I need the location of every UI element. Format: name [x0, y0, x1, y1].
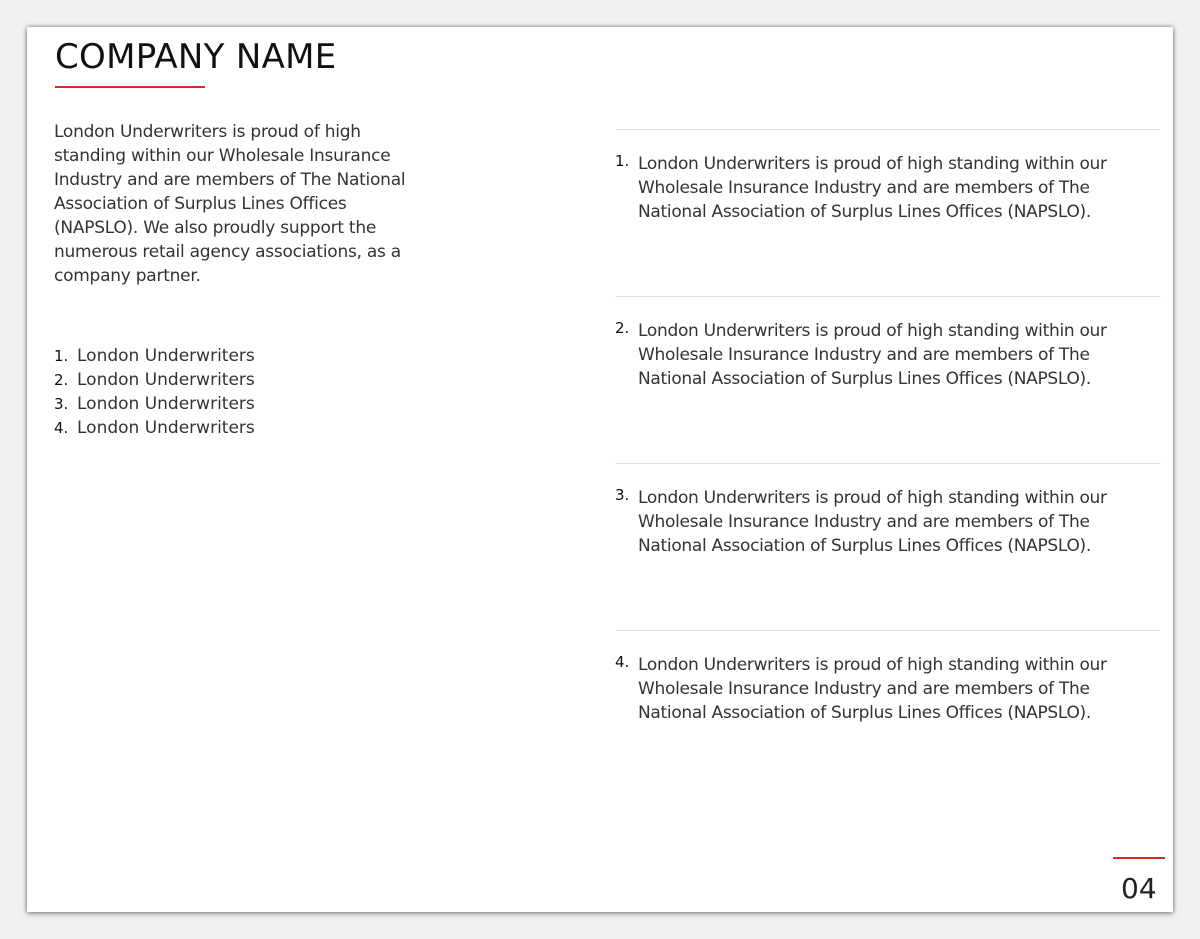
page-title: COMPANY NAME — [55, 37, 337, 77]
short-list-item — [54, 416, 255, 440]
detail-list-item — [615, 296, 1161, 463]
short-list — [54, 344, 255, 440]
detail-list-number: 2. — [615, 319, 630, 337]
detail-list — [615, 129, 1161, 797]
document-page — [27, 27, 1173, 912]
detail-list-text: London Underwriters is proud of high standing within our Wholesale Insurance Industry and are members of The National Association of Surplus Lines Offices (NAPSLO). — [638, 488, 1107, 556]
detail-list-item — [615, 463, 1161, 630]
title-accent-rule — [55, 86, 205, 88]
short-list-text: London Underwriters — [77, 394, 255, 414]
detail-list-item — [615, 129, 1161, 296]
short-list-text: London Underwriters — [77, 418, 255, 438]
detail-list-text: London Underwriters is proud of high standing within our Wholesale Insurance Industry and are members of The National Association of Surplus Lines Offices (NAPSLO). — [638, 154, 1107, 222]
short-list-item — [54, 344, 255, 368]
page-number: 04 — [1121, 872, 1157, 905]
detail-list-number: 1. — [615, 152, 630, 170]
short-list-number: 1. — [54, 347, 69, 365]
short-list-number: 3. — [54, 395, 69, 413]
short-list-number: 2. — [54, 371, 69, 389]
short-list-text: London Underwriters — [77, 370, 255, 390]
short-list-text: London Underwriters — [77, 346, 255, 366]
detail-list-number: 4. — [615, 653, 630, 671]
detail-list-text: London Underwriters is proud of high standing within our Wholesale Insurance Industry and are members of The National Association of Surplus Lines Offices (NAPSLO). — [638, 321, 1107, 389]
detail-list-text: London Underwriters is proud of high standing within our Wholesale Insurance Industry and are members of The National Association of Surplus Lines Offices (NAPSLO). — [638, 655, 1107, 723]
page-number-accent-rule — [1113, 857, 1165, 859]
intro-paragraph: London Underwriters is proud of high standing within our Wholesale Insurance Industry and are members of The National Association of Surplus Lines Offices (NAPSLO). We also proudly support the numerous retail agency associations, as a company partner. — [54, 122, 406, 286]
short-list-number: 4. — [54, 419, 69, 437]
short-list-item — [54, 368, 255, 392]
detail-list-number: 3. — [615, 486, 630, 504]
detail-list-item — [615, 630, 1161, 797]
short-list-item — [54, 392, 255, 416]
